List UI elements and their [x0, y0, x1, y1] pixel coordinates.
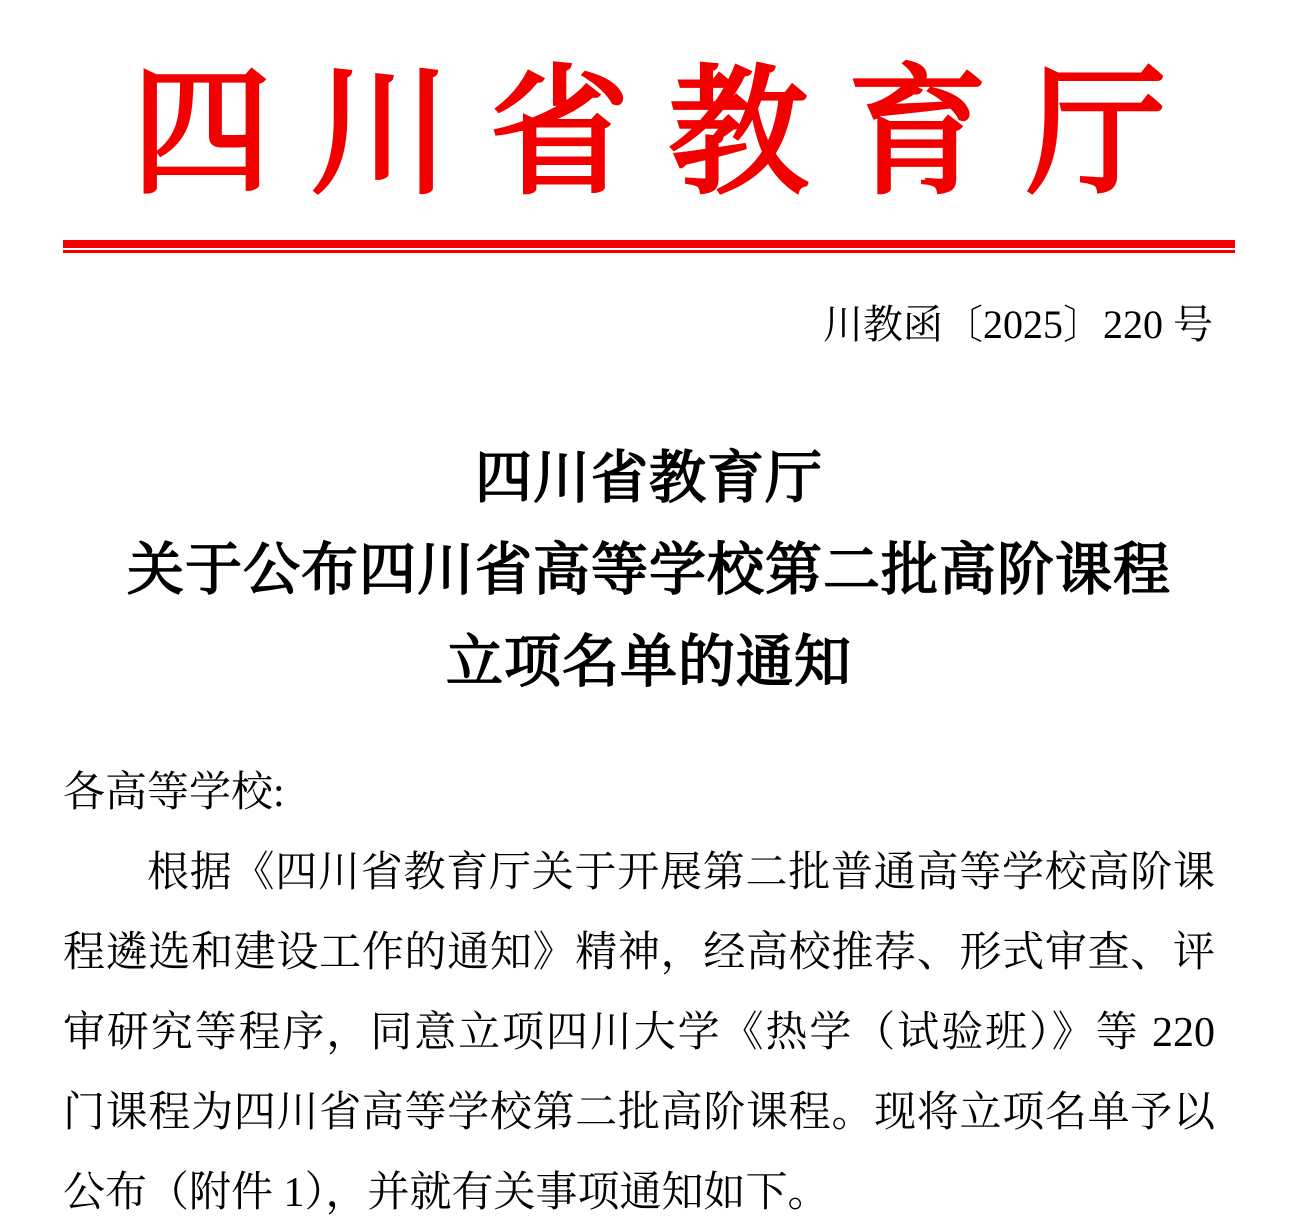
notice-title-line-2: 关于公布四川省高等学校第二批高阶课程 [127, 539, 1171, 602]
doc-number: 川教函〔2025〕220 号 [823, 302, 1213, 347]
notice-body [63, 753, 1215, 1231]
notice-title [40, 433, 1258, 709]
letterhead-divider [63, 240, 1235, 253]
notice-title-line-1: 四川省教育厅 [475, 447, 823, 510]
notice-paragraph: 根据《四川省教育厅关于开展第二批普通高等学校高阶课程遴选和建设工作的通知》精神，经高校推荐、形式审查、评审研究等程序，同意立项四川大学《热学（试验班）》等 220 门课程为四川省高等学校第二批高阶课程。现将立项名单予以公布（附件 1），并就有关事项通知如下。 [63, 850, 1215, 1216]
divider-thick-line [63, 240, 1235, 248]
letterhead-agency-name: 四川省教育厅 [131, 57, 1206, 212]
salutation: 各高等学校: [63, 770, 285, 816]
divider-thin-line [63, 250, 1235, 253]
notice-title-line-3: 立项名单的通知 [446, 631, 852, 694]
